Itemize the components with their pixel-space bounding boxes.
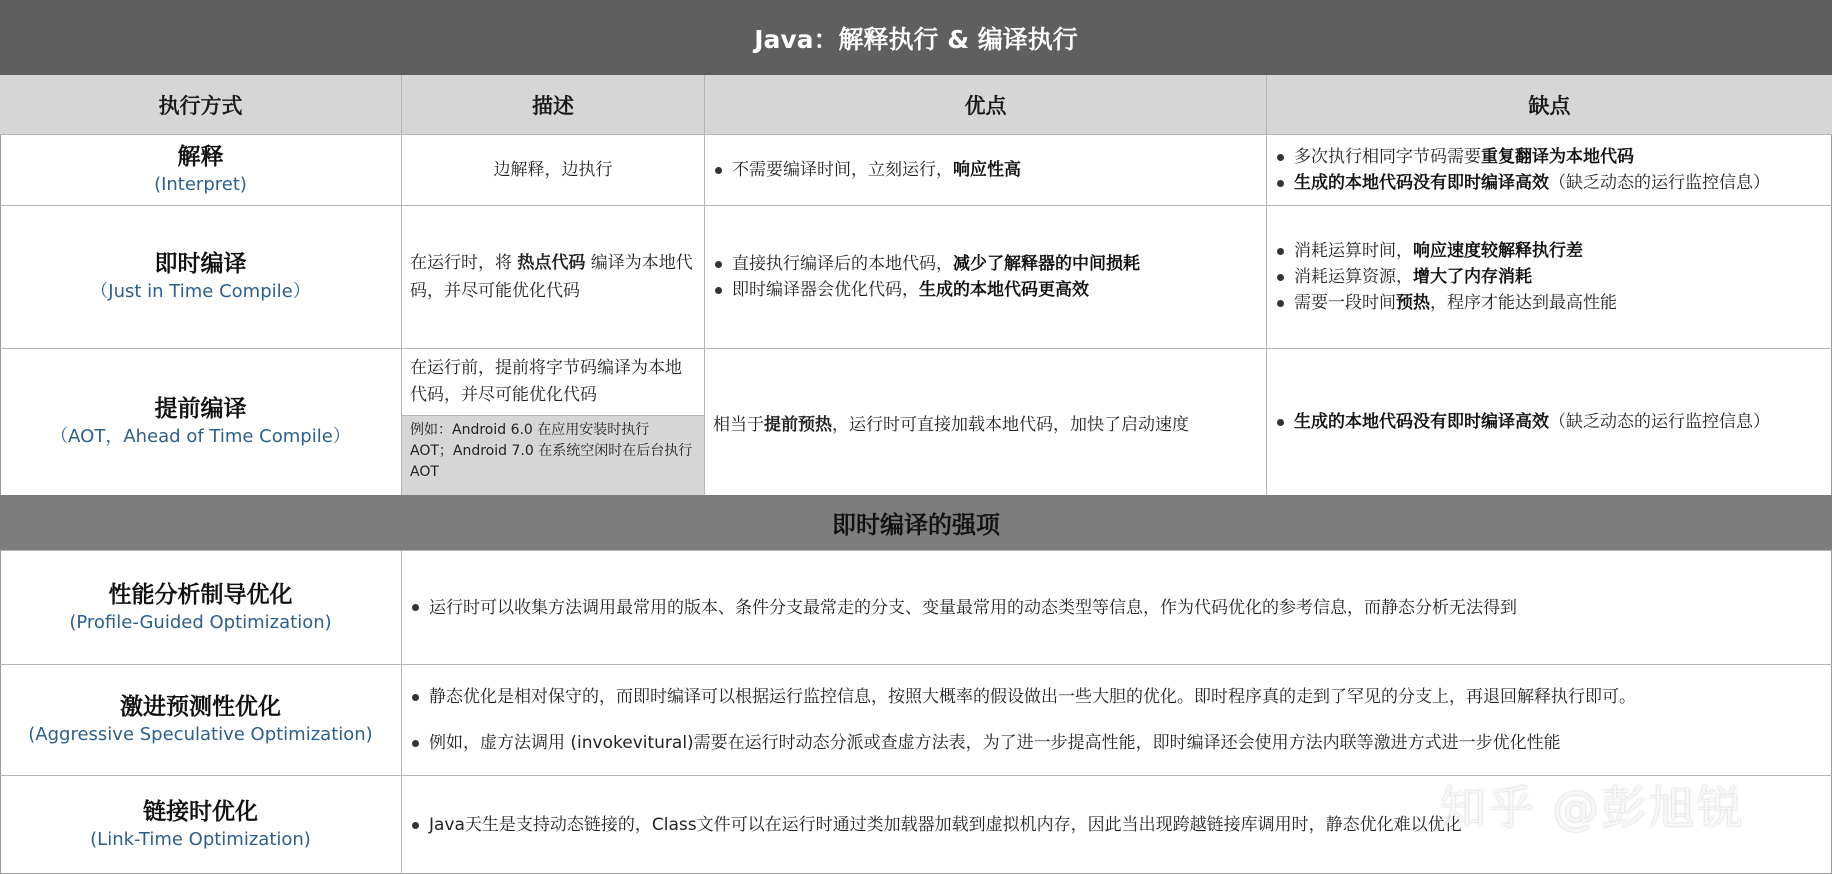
- mode-name: 即时编译: [154, 251, 247, 277]
- desc-text: 编译为本地代码，并尽可能优化代码: [410, 253, 693, 301]
- mode-english: （Just in Time Compile）: [90, 281, 311, 302]
- strength-name: 激进预测性优化: [120, 694, 281, 720]
- pros-cell: [705, 135, 1267, 205]
- bullet-icon: [1277, 180, 1284, 187]
- list-item: [715, 157, 1258, 183]
- item-emphasis: 增大了内存消耗: [1413, 267, 1532, 287]
- section-title: 即时编译的强项: [0, 495, 1832, 550]
- cons-cell: [1267, 206, 1832, 348]
- list-item: [412, 684, 1824, 710]
- strength-name-cell: [0, 551, 402, 664]
- bullet-icon: [1277, 274, 1284, 281]
- mode-english: (Interpret): [154, 174, 247, 195]
- list-item: [1277, 170, 1824, 196]
- bullet-icon: [715, 261, 722, 268]
- description-cell: [402, 206, 705, 348]
- header-mode: 执行方式: [0, 75, 402, 134]
- item-text: Java天生是支持动态链接的，Class文件可以在运行时通过类加载器加载到虚拟机内存，因此当出现跨越链接库调用时，静态优化难以优化: [429, 815, 1462, 835]
- list-item: [1277, 238, 1824, 264]
- list-item: [1277, 409, 1824, 435]
- bullet-icon: [412, 604, 419, 611]
- cons-cell: [1267, 135, 1832, 205]
- table-title: Java：解释执行 & 编译执行: [0, 0, 1832, 75]
- strength-name: 性能分析制导优化: [108, 581, 293, 608]
- pros-text: 相当于: [713, 414, 764, 435]
- header-cons: 缺点: [1528, 93, 1571, 118]
- item-emphasis: 生成的本地代码没有即时编译高效: [1294, 412, 1549, 432]
- bullet-icon: [1277, 419, 1284, 426]
- table-row: [0, 205, 1832, 348]
- item-text: （缺乏动态的运行监控信息）: [1549, 173, 1770, 193]
- item-text: （缺乏动态的运行监控信息）: [1549, 412, 1770, 432]
- strength-english: (Profile-Guided Optimization): [69, 611, 332, 633]
- table-row: [0, 775, 1832, 874]
- list-item: [1277, 264, 1824, 290]
- list-item: [1277, 144, 1824, 170]
- list-item: [715, 277, 1258, 303]
- strength-english: (Aggressive Speculative Optimization): [28, 724, 373, 745]
- list-item: [412, 812, 1824, 838]
- list-item: [412, 595, 1824, 621]
- item-text: 消耗运算资源，: [1294, 267, 1413, 287]
- cons-cell: [1267, 349, 1832, 495]
- list-item: [1277, 290, 1824, 316]
- item-emphasis: 重复翻译为本地代码: [1481, 147, 1634, 167]
- item-text: 消耗运算时间，: [1294, 241, 1413, 261]
- bullet-icon: [1277, 248, 1284, 255]
- bullet-icon: [715, 287, 722, 294]
- list-item: [412, 730, 1824, 756]
- bullet-icon: [1277, 154, 1284, 161]
- header-description: 描述: [402, 75, 705, 134]
- item-text: ，程序才能达到最高性能: [1430, 293, 1617, 313]
- strength-name-cell: [0, 776, 402, 874]
- table-row: [0, 134, 1832, 205]
- bullet-icon: [412, 740, 419, 747]
- item-emphasis: 预热: [1396, 293, 1430, 313]
- bullet-icon: [715, 167, 722, 174]
- header-row: [0, 75, 1832, 134]
- table-row: [0, 550, 1832, 664]
- item-text: 多次执行相同字节码需要: [1294, 147, 1481, 167]
- watermark: 知乎 @彭旭锐: [1440, 781, 1745, 835]
- mode-cell: [0, 206, 402, 348]
- pros-text: ，运行时可直接加载本地代码，加快了启动速度: [832, 414, 1189, 435]
- item-text: 即时编译器会优化代码，: [732, 280, 919, 300]
- mode-name: 提前编译: [154, 396, 247, 422]
- item-text: 需要一段时间: [1294, 293, 1396, 313]
- pros-cell: [705, 349, 1267, 495]
- item-text: 运行时可以收集方法调用最常用的版本、条件分支最常走的分支、变量最常用的动态类型等信息，作为代码优化的参考信息，而静态分析无法得到: [429, 597, 1517, 618]
- table-row: [0, 348, 1832, 495]
- strength-detail-cell: [402, 776, 1832, 874]
- item-text: 直接执行编译后的本地代码，: [732, 254, 953, 274]
- strength-detail-cell: [402, 551, 1832, 664]
- item-text: 例如，虚方法调用 (invokevitural)需要在运行时动态分派或查虚方法表，为了进一步提高性能，即时编译还会使用方法内联等激进方式进一步优化性能: [429, 733, 1561, 753]
- strength-detail-cell: [402, 665, 1832, 775]
- header-pros: 优点: [705, 75, 1267, 134]
- desc-text: 在运行时，将: [410, 253, 518, 273]
- strength-english: (Link-Time Optimization): [90, 829, 311, 850]
- desc-emphasis: 热点代码: [517, 253, 586, 273]
- mode-english: （AOT，Ahead of Time Compile）: [50, 426, 351, 447]
- item-emphasis: 响应性高: [953, 160, 1021, 180]
- pros-emphasis: 提前预热: [764, 414, 832, 435]
- bullet-icon: [1277, 300, 1284, 307]
- item-text: 不需要编译时间，立刻运行，: [732, 160, 953, 180]
- mode-cell: [0, 349, 402, 495]
- item-emphasis: 生成的本地代码没有即时编译高效: [1294, 173, 1549, 193]
- item-emphasis: 减少了解释器的中间损耗: [953, 254, 1140, 274]
- item-text: 静态优化是相对保守的，而即时编译可以根据运行监控信息，按照大概率的假设做出一些大胆的优化。即时程序真的走到了罕见的分支上，再退回解释执行即可。: [429, 687, 1636, 707]
- pros-cell: [705, 206, 1267, 348]
- bullet-icon: [412, 822, 419, 829]
- mode-cell: [0, 135, 402, 205]
- item-emphasis: 生成的本地代码更高效: [919, 280, 1089, 300]
- bullet-icon: [412, 694, 419, 701]
- mode-name: 解释: [177, 144, 224, 170]
- strength-name-cell: [0, 665, 402, 775]
- description-cell: 边解释，边执行: [402, 135, 705, 205]
- list-item: [715, 251, 1258, 277]
- desc-text: 在运行前，提前将字节码编译为本地代码，并尽可能优化代码: [410, 358, 682, 405]
- strength-name: 链接时优化: [143, 799, 258, 825]
- table-row: [0, 664, 1832, 775]
- description-cell: [402, 349, 705, 495]
- item-emphasis: 响应速度较解释执行差: [1413, 241, 1583, 261]
- example-note: 例如：Android 6.0 在应用安装时执行 AOT；Android 7.0 在系统空闲时在后台执行 AOT: [402, 415, 704, 495]
